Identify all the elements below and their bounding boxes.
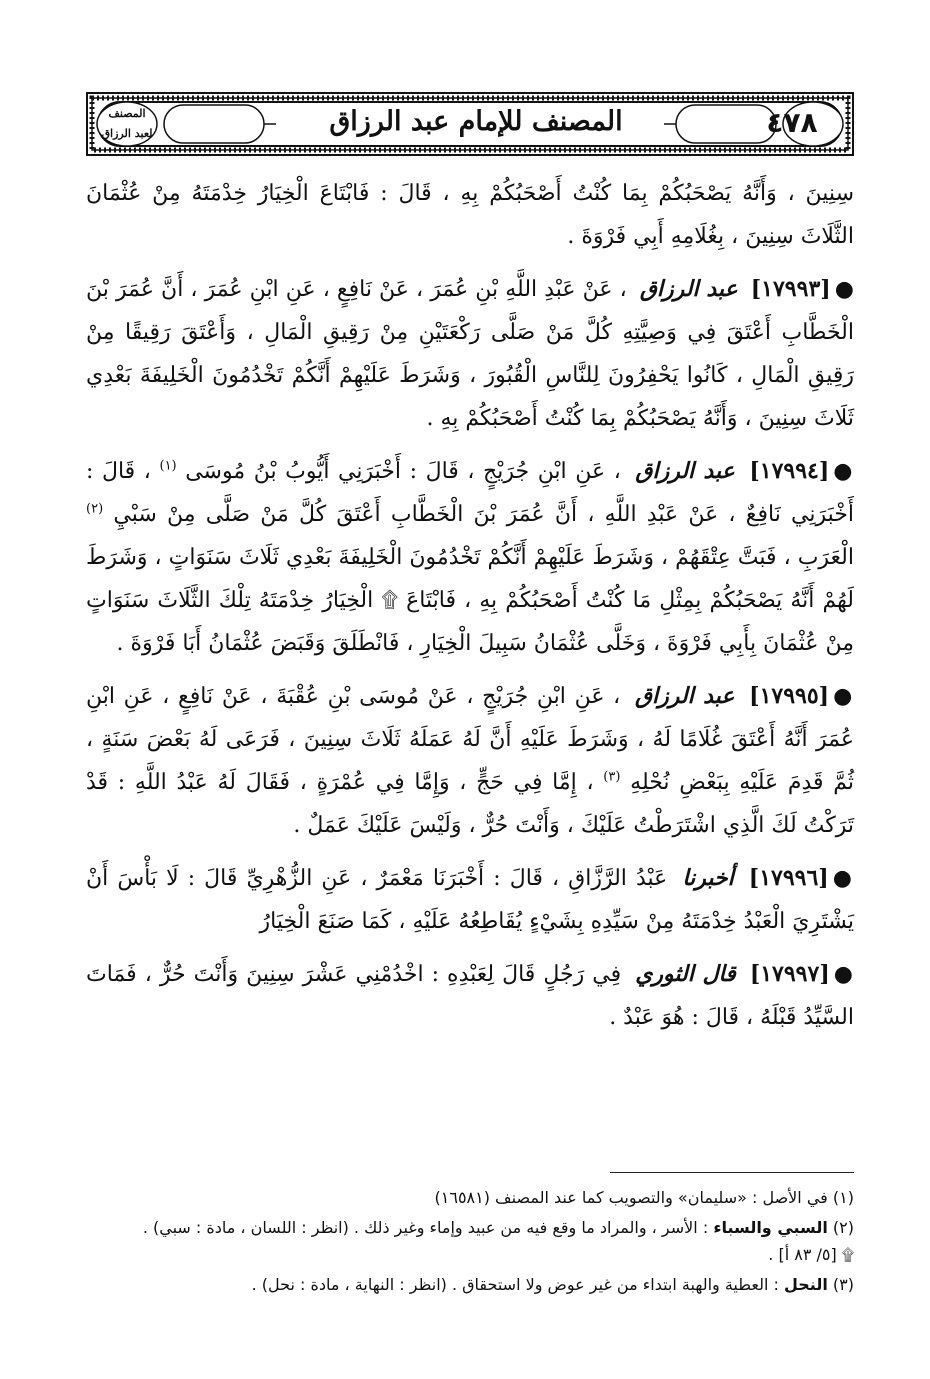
footnote-ref[interactable]: (٣) [603, 769, 621, 785]
page-header [86, 92, 854, 156]
title-emblem [96, 104, 158, 144]
emblem-line-2: لعبد الرزاق [101, 127, 153, 140]
hadith-text: عَبْدُ الرَّزَّاقِ ، قَالَ : أَخْبَرَنَا مَعْمَرٌ ، عَنِ الزُّهْرِيِّ قَالَ : لَا بَأْسَ أَنْ يَشْتَرِيَ الْعَبْدُ خِدْمَتَهُ مِنْ سَيِّدِهِ بِشَيْءٍ يُقَاطِعُهُ عَلَيْهِ ، كَمَا صَنَعَ الْخِيَارُ [86, 866, 854, 934]
running-header-title: المصنف للإمام عبد الرزاق [329, 106, 623, 137]
footnote-2 [86, 1214, 854, 1268]
footnote-divider [610, 1172, 854, 1173]
hadith-number: [١٧٩٩٣] [750, 276, 831, 302]
narrator-name: قال الثوري [635, 961, 736, 987]
bullet-icon: ● [833, 961, 854, 987]
narrator-name: عبد الرزاق [635, 458, 735, 484]
bullet-icon: ● [833, 458, 855, 484]
footnote-text: في الأصل : «سليمان» والتصويب كما عند المصنف (١٦٥٨١) [434, 1188, 828, 1207]
hadith-17997 [86, 953, 854, 1039]
hadith-number: [١٧٩٩٦] [748, 865, 829, 891]
footnote-3 [86, 1271, 854, 1298]
manuscript-folio-ref: ۩ [٥/ ٨٣ أ] . [768, 1245, 854, 1264]
hadith-text: ، عَنِ ابْنِ جُرَيْجٍ ، قَالَ : أَخْبَرَنِي أَيُّوبُ بْنُ مُوسَى [185, 459, 621, 484]
hadith-17993 [86, 268, 854, 440]
hadith-number: [١٧٩٩٤] [749, 458, 830, 484]
emblem-line-1: المصنف [108, 107, 146, 120]
hadith-17996 [86, 857, 854, 943]
footnote-mark: (٣) [832, 1275, 854, 1294]
footnote-term: النحل [783, 1275, 828, 1294]
hadith-text: ، عَنْ عَبْدِ اللَّهِ بْنِ عُمَرَ ، عَنْ نَافِعٍ ، عَنِ ابْنِ عُمَرَ ، أَنَّ عُمَرَ بْنَ الْخَطَّابِ أَعْتَقَ فِي وَصِيَّتِهِ كُلَّ مَنْ صَلَّى رَكْعَتَيْنِ مِنْ رَقِيقِ الْمَالِ ، وَأَعْتَقَ رَقِيقًا مِنْ رَقِيقِ الْمَالِ ، كَانُوا يَحْفِرُونَ لِلنَّاسِ الْقُبُورَ ، وَشَرَطَ عَلَيْهِمْ أَنَّكُمْ تَخْدُمُونَ الْخَلِيفَةَ بَعْدِي ثَلَاثَ سِنِينَ ، وَأَنَّهُ يَصْحَبُكُمْ بِمَا كُنْتُ أَصْحَبُكُمْ بِهِ . [86, 277, 854, 431]
bullet-icon: ● [834, 276, 854, 302]
continuation-text: سِنِينَ ، وَأَنَّهُ يَصْحَبُكُمْ بِمَا كُنْتُ أَصْحَبُكُمْ بِهِ ، قَالَ : فَابْتَاعَ الْخِيَارُ خِدْمَتَهُ مِنْ عُثْمَانَ الثَّلَاثَ سِنِينَ ، بِغُلَامِهِ أَبِي فَرْوَةَ . [86, 181, 854, 249]
footnotes [86, 1184, 854, 1301]
hadith-17995 [86, 675, 854, 847]
main-text [86, 172, 854, 1049]
narrator-name: عبد الرزاق [634, 683, 735, 709]
footnote-ref[interactable]: (٢) [86, 501, 104, 517]
footnote-text: : الأسر ، والمراد ما وقع فيه من عبيد وإماء وغير ذلك . (انظر : اللسان ، مادة : سبي) . [142, 1218, 709, 1237]
hadith-number: [١٧٩٩٥] [749, 683, 830, 709]
paragraph-continuation [86, 172, 854, 258]
hadith-text: ، قَالَ : أَخْبَرَنِي نَافِعٌ ، عَنْ عَبْدِ اللَّهِ ، أَنَّ عُمَرَ بْنَ الْخَطَّابِ أَعْتَقَ كُلَّ مَنْ صَلَّى مِنْ سَبْيِ [86, 459, 854, 527]
footnote-ref[interactable]: (١) [159, 458, 177, 474]
bullet-icon: ● [832, 865, 854, 891]
narrator-name: أخبرنا [682, 865, 734, 891]
footnote-mark: (١) [832, 1188, 854, 1207]
hadith-number: [١٧٩٩٧] [749, 961, 830, 987]
bullet-icon: ● [833, 683, 854, 709]
footnote-1 [86, 1184, 854, 1211]
hadith-text: ، عَنِ ابْنِ جُرَيْجٍ ، عَنْ مُوسَى بْنِ عُقْبَةَ ، عَنْ نَافِعٍ ، عَنِ ابْنِ عُمَرَ أَنَّهُ أَعْتَقَ غُلَامًا لَهُ ، وَشَرَطَ عَلَيْهِ أَنَّ لَهُ عَمَلَهُ ثَلَاثَ سِنِينَ ، فَرَعَى لَهُ بَعْضَ سَنَةٍ ، ثُمَّ قَدِمَ عَلَيْهِ بِبَعْضِ نُحْلِهِ [86, 684, 855, 795]
footnote-term: السبي والسباء [713, 1218, 828, 1237]
hadith-text: الْعَرَبِ ، فَبَتَّ عِتْقَهُمْ ، وَشَرَطَ عَلَيْهِمْ أَنَّكُمْ تَخْدُمُونَ الْخَلِيفَةَ بَعْدِي ثَلَاثَ سَنَوَاتٍ ، وَشَرَطَ لَهُمْ أَنَّهُ يَصْحَبُكُمْ بِمِثْلِ مَا كُنْتُ أَصْحَبُكُمْ بِهِ ، فَابْتَاعَ ۩ الْخِيَارُ خِدْمَتَهُ تِلْكَ الثَّلَاثَ سَنَوَاتٍ مِنْ عُثْمَانَ بِأَبِي فَرْوَةَ ، وَخَلَّى عُثْمَانُ سَبِيلَ الْخِيَارِ ، فَانْطَلَقَ وَقَبَضَ عُثْمَانُ أَبَا فَرْوَةَ . [86, 545, 854, 656]
footnote-text: : العطية والهبة ابتداء من غير عوض ولا استحقاق . (انظر : النهاية ، مادة : نحل) . [251, 1275, 779, 1294]
hadith-17994 [86, 450, 854, 665]
hadith-text: فِي رَجُلٍ قَالَ لِعَبْدِهِ : اخْدُمْنِي عَشْرَ سِنِينَ وَأَنْتَ حُرٌّ ، فَمَاتَ السَّيِّدُ قَبْلَهُ ، قَالَ : هُوَ عَبْدٌ . [86, 962, 854, 1030]
footnote-mark: (٢) [832, 1218, 854, 1237]
narrator-name: عبد الرزاق [639, 276, 738, 302]
page-number: ٤٧٨ [766, 106, 818, 139]
hadith-text: ، إِمَّا فِي حَجٍّ ، وَإِمَّا فِي عُمْرَةٍ ، فَقَالَ لَهُ عَبْدُ اللَّهِ : قَدْ تَرَكْتُ لَكَ الَّذِي اشْتَرَطْتُ عَلَيْكَ ، وَأَنْتَ حُرٌّ ، وَلَيْسَ عَلَيْكَ عَمَلٌ . [86, 770, 854, 838]
